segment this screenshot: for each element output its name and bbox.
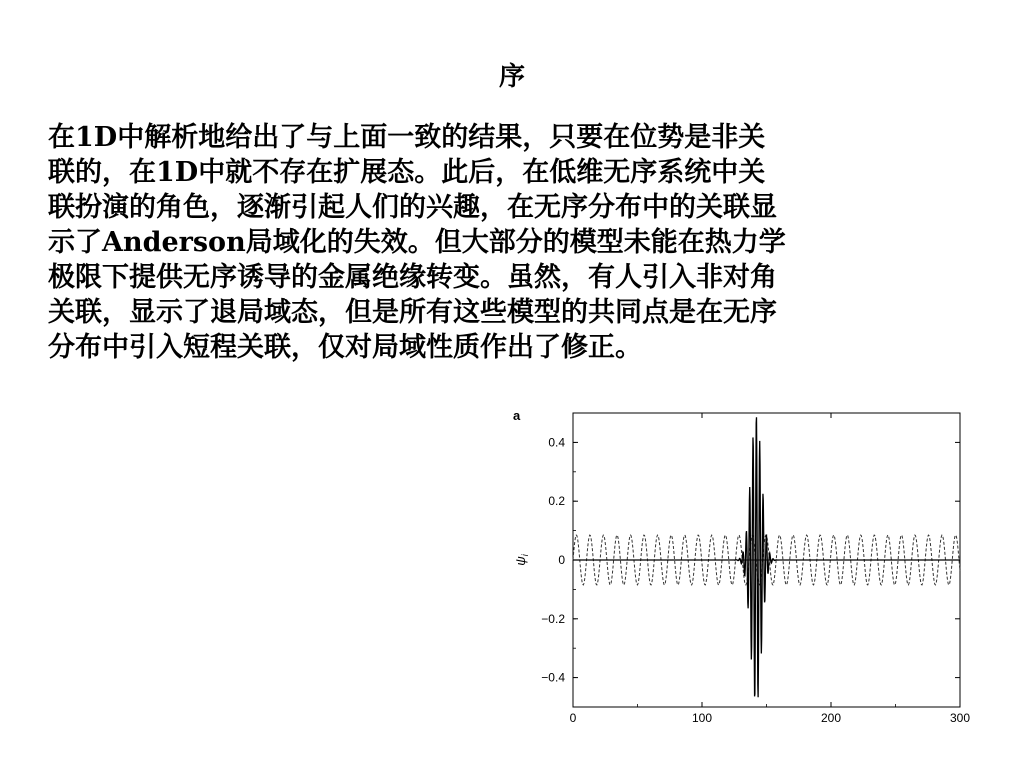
paragraph-line: 极限下提供无序诱导的金属绝缘转变。虽然，有人引入非对角 [48,262,777,293]
paragraph-line: 示了Anderson局域化的失效。但大部分的模型未能在热力学 [48,227,786,258]
y-axis-label: $\psi_i$ [513,554,530,566]
chart-svg [505,405,985,725]
series-solid-line [573,417,960,697]
paragraph-line: 关联，显示了退局域态，但是所有这些模型的共同点是在无序 [48,297,777,328]
x-tick-label: 100 [691,711,713,725]
paragraph-line: 联扮演的角色，逐渐引起人们的兴趣，在无序分布中的关联显 [48,192,777,223]
y-tick-label: 0.4 [548,435,565,450]
y-axis-label-subscript: i [520,554,530,557]
body-paragraph [48,120,978,365]
panel-label: a [513,408,521,423]
y-tick-label: −0.4 [541,670,565,685]
paragraph-line: 在1D中解析地给出了与上面一致的结果，只要在位势是非关 [48,122,766,153]
y-tick-label: 0 [558,553,565,567]
paragraph-line: 联的，在1D中就不存在扩展态。此后，在低维无序系统中关 [48,157,766,188]
x-tick-label: 200 [820,711,842,725]
x-tick-label: 300 [949,711,971,725]
x-tick-label: 0 [569,711,577,725]
y-tick-label: 0.2 [548,494,565,509]
paragraph-line: 分布中引入短程关联，仅对局域性质作出了修正。 [48,332,642,363]
slide-title: 序 [498,62,525,92]
wavefunction-chart [505,405,985,725]
y-tick-label: −0.2 [541,611,565,626]
